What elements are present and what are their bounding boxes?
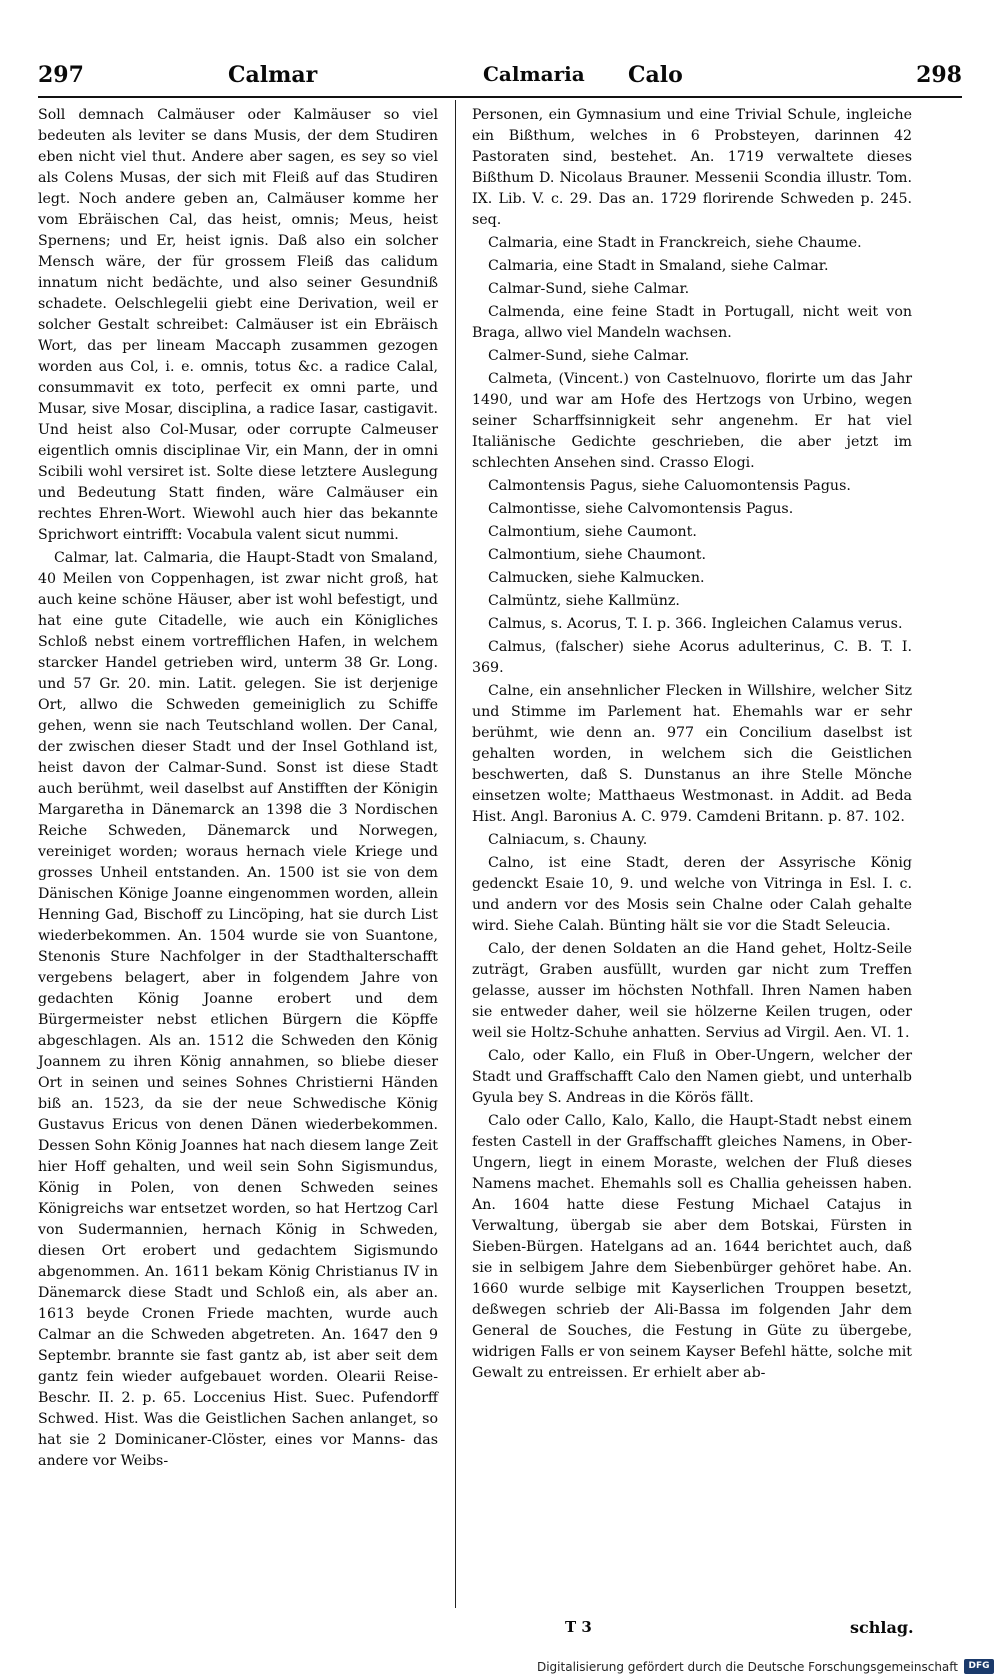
entry-paragraph: Calmar-Sund, siehe Calmar.	[488, 281, 690, 297]
dfg-logo: DFG	[964, 1659, 994, 1674]
running-header	[38, 62, 962, 96]
right-running-title: Calo	[628, 62, 683, 88]
digitization-credit	[0, 1656, 1000, 1678]
left-page-number: 297	[38, 62, 84, 88]
column-divider	[455, 100, 456, 1608]
entry-paragraph: Calmüntz, siehe Kallmünz.	[488, 593, 680, 609]
entry-paragraph: Calmontensis Pagus, siehe Caluomontensis Pagus.	[488, 478, 851, 494]
entry-paragraph: Calmar, lat. Calmaria, die Haupt-Stadt von Smaland, 40 Meilen von Coppenhagen, ist zwar nicht groß, hat auch keine schöne Häuser, aber ist wohl befestigt, und hat eine gute Citadelle, wie auch ein Königliches Schloß nebst einem vortrefflichen Hafen, in welchem starcker Handel getrieben wird, unterm 38 Gr. Long. und 57 Gr. 20. min. Latit. gelegen. Sie ist derjenige Ort, allwo die Schweden gemeiniglich zu Schiffe gehen, wenn sie nach Teutschland wollen. Der Canal, der zwischen dieser Stadt und der Insel Gothland ist, heist davon der Calmar-Sund. Sonst ist diese Stadt auch berühmt, weil daselbst auf Anstifften der Königin Margaretha in Dänemarck an 1398 die 3 Nordischen Reiche Schweden, Dänemarck und Norwegen, vereiniget worden; woraus hernach viele Kriege und grosses Unheil entstanden. An. 1500 ist sie von dem Dänischen Könige Joanne eingenommen worden, allein Henning Gad, Bischoff zu Lincöping, hat sie durch List wiederbekommen. An. 1504 wurde sie von Suantone, Stenonis Sture Nachfolger in der Stadthalterschafft vergebens belagert, aber in folgendem Jahre von gedachten König Joanne erobert und dem Bürgermeister nebst etlichen Bürgern die Köpffe abgeschlagen. Als an. 1512 die Schweden den König Joannem zu ihren König annahmen, so bliebe dieser Ort in seinen und seines Sohnes Christierni Händen biß an. 1523, da sie der neue Schwedische König Gustavus Ericus von denen Dänen wiederbekommen. Dessen Sohn König Joannes hat nach diesem lange Zeit hier Hoff gehalten, und weil sein Sohn Sigismundus, König in Polen, von denen Schweden seines Königreichs war entsetzet worden, so hat Hertzog Carl von Sudermannien, hernach König in Schweden, diesen Ort erobert und gedachtem Sigismundo abgenommen. An. 1611 bekam König Christianus IV in Dänemarck diese Stadt und Schloß ein, als aber an. 1613 beyde Cronen Friede machten, wurde auch Calmar an die Schweden abgetreten. An. 1647 den 9 Septembr. brannte sie fast gantz ab, ist aber seit dem gantz fein wieder aufgebauet worden. Olearii Reise-Beschr. II. 2. p. 65. Loccenius Hist. Suec. Pufendorff Schwed. Hist. Was die Geistlichen Sachen anlanget, so hat sie 2 Dominicaner-Clöster, eines vor Manns- das andere vor Weibs-	[38, 550, 438, 1469]
signature-mark: T 3	[565, 1618, 592, 1636]
entry-paragraph: Calmucken, siehe Kalmucken.	[488, 570, 705, 586]
entry-paragraph: Calmontium, siehe Caumont.	[488, 524, 697, 540]
entry-paragraph: Calmontisse, siehe Calvomontensis Pagus.	[488, 501, 794, 517]
entry-paragraph: Soll demnach Calmäuser oder Kalmäuser so viel bedeuten als leviter se dans Musis, der dem Studiren eben nicht viel thut. Andere aber sagen, es sey so viel als Colens Musas, der sich mit Fleiß auf das Studiren legt. Noch andere geben an, Calmäuser komme her vom Ebräischen Cal, das heist, omnis; Meus, heist Spernens; und Er, heist ignis. Daß also ein solcher Mensch wäre, der für grossem Fleiß das calidum innatum nicht bedächte, und also seiner Gesundniß schadete. Oelschlegelii giebt eine Derivation, weil er solcher Gestalt schreibet: Calmäuser ist ein Ebräisch Wort, das per lineam Maccaph zusammen gezogen worden aus Col, i. e. omnis, totus &c. a radice Calal, consummavit ex toto, perfecit ex omni parte, und Musar, sive Mosar, disciplina, a radice Iasar, castigavit. Und heist also Col-Musar, oder corrupte Calmeuser eigentlich omnis disciplinae Vir, ein Mann, der in omni Scibili wohl versiret ist. Solte diese letztere Auslegung und Bedeutung Statt finden, wäre Calmäuser ein rechtes Ehren-Wort. Wiewohl auch hier das bekannte Sprichwort eintrifft: Vocabula valent sicut nummi.	[38, 107, 438, 543]
left-running-title: Calmar	[228, 62, 318, 88]
entry-paragraph: Calmus, s. Acorus, T. I. p. 366. Ingleichen Calamus verus.	[488, 616, 903, 632]
entry-paragraph: Calmeta, (Vincent.) von Castelnuovo, florirte um das Jahr 1490, und war am Hofe des Hertzogs von Urbino, wegen seiner Scharffsinnigkeit sehr angenehm. Er hat viel Italiänische Gedichte geschrieben, die aber jetzt im schlechten Ansehen sind. Crasso Elogi.	[472, 371, 912, 471]
entry-paragraph: Calniacum, s. Chauny.	[488, 832, 648, 848]
entry-paragraph: Calmer-Sund, siehe Calmar.	[488, 348, 690, 364]
middle-running-title: Calmaria	[483, 62, 585, 86]
entry-paragraph: Calno, ist eine Stadt, deren der Assyrische König gedenckt Esaie 10, 9. und welche von Vitringa in Esl. I. c. und andern vor des Mosis sein Chalne oder Calah gehalte wird. Siehe Calah. Bünting hält sie vor die Stadt Seleucia.	[472, 855, 912, 934]
entry-paragraph: Calne, ein ansehnlicher Flecken in Willshire, welcher Sitz und Stimme im Parlement hat. Ehemahls war er sehr berühmt, wie denn an. 977 ein Concilium daselbst ist gehalten worden, in welchem sich die Geistlichen beschwerten, daß S. Dunstanus an ihre Stelle Mönche einsetzen wolte; Matthaeus Westmonast. in Addit. ad Beda Hist. Angl. Baronius A. C. 979. Camdeni Britann. p. 87. 102.	[472, 683, 912, 825]
entry-paragraph: Calo oder Callo, Kalo, Kallo, die Haupt-Stadt nebst einem festen Castell in der Graffschafft gleiches Namens, in Ober-Ungern, liegt in einem Moraste, welchen der Fluß dieses Namens machet. Ehemahls soll es Challia geheissen haben. An. 1604 hatte diese Festung Michael Catajus in Verwaltung, übergab sie aber dem Botskai, Fürsten in Sieben-Bürgen. Hatelgans ad an. 1644 berichtet auch, daß sie in selbigem Jahre dem Siebenbürger gehöret habe. An. 1660 wurde selbige mit Kayserlichen Trouppen besetzt, deßwegen schrieb der Ali-Bassa im folgenden Jahr dem General de Souches, die Festung in Güte zu übergebe, widrigen Falls er von seinem Kayser Befehl hätte, solche mit Gewalt zu entreissen. Er erhielt aber ab-	[472, 1113, 912, 1381]
entry-paragraph: Personen, ein Gymnasium und eine Trivial Schule, ingleiche ein Bißthum, welches in 6 Probsteyen, darinnen 42 Pastoraten sind, bestehet. An. 1719 verwaltete dieses Bißthum D. Nicolaus Brauner. Messenii Scondia illustr. Tom. IX. Lib. V. c. 29. Das an. 1729 florirende Schweden p. 245. seq.	[472, 107, 912, 228]
entry-paragraph: Calmus, (falscher) siehe Acorus adulterinus, C. B. T. I. 369.	[472, 639, 912, 676]
entry-paragraph: Calmenda, eine feine Stadt in Portugall, nicht weit von Braga, allwo viel Mandeln wachsen.	[472, 304, 912, 341]
entry-paragraph: Calo, oder Kallo, ein Fluß in Ober-Ungern, welcher der Stadt und Graffschafft Calo den Namen giebt, und unterhalb Gyula bey S. Andreas in die Körös fällt.	[472, 1048, 912, 1106]
entry-paragraph: Calmaria, eine Stadt in Franckreich, siehe Chaume.	[488, 235, 862, 251]
catchword: schlag.	[850, 1618, 914, 1637]
credit-text: Digitalisierung gefördert durch die Deutsche Forschungsgemeinschaft	[536, 1660, 958, 1674]
entry-paragraph: Calmontium, siehe Chaumont.	[488, 547, 707, 563]
header-rule	[38, 96, 962, 98]
left-column	[38, 105, 438, 1613]
right-column	[472, 105, 912, 1613]
right-page-number: 298	[916, 62, 962, 88]
entry-paragraph: Calmaria, eine Stadt in Smaland, siehe Calmar.	[488, 258, 829, 274]
entry-paragraph: Calo, der denen Soldaten an die Hand gehet, Holtz-Seile zuträgt, Graben ausfüllt, wurden gar nicht zum Treffen gelasse, ausser im höchsten Nothfall. Ihren Namen haben sie entweder daher, weil sie hölzerne Keilen trugen, oder weil sie Holtz-Schuhe anhatten. Servius ad Virgil. Aen. VI. 1.	[472, 941, 912, 1041]
